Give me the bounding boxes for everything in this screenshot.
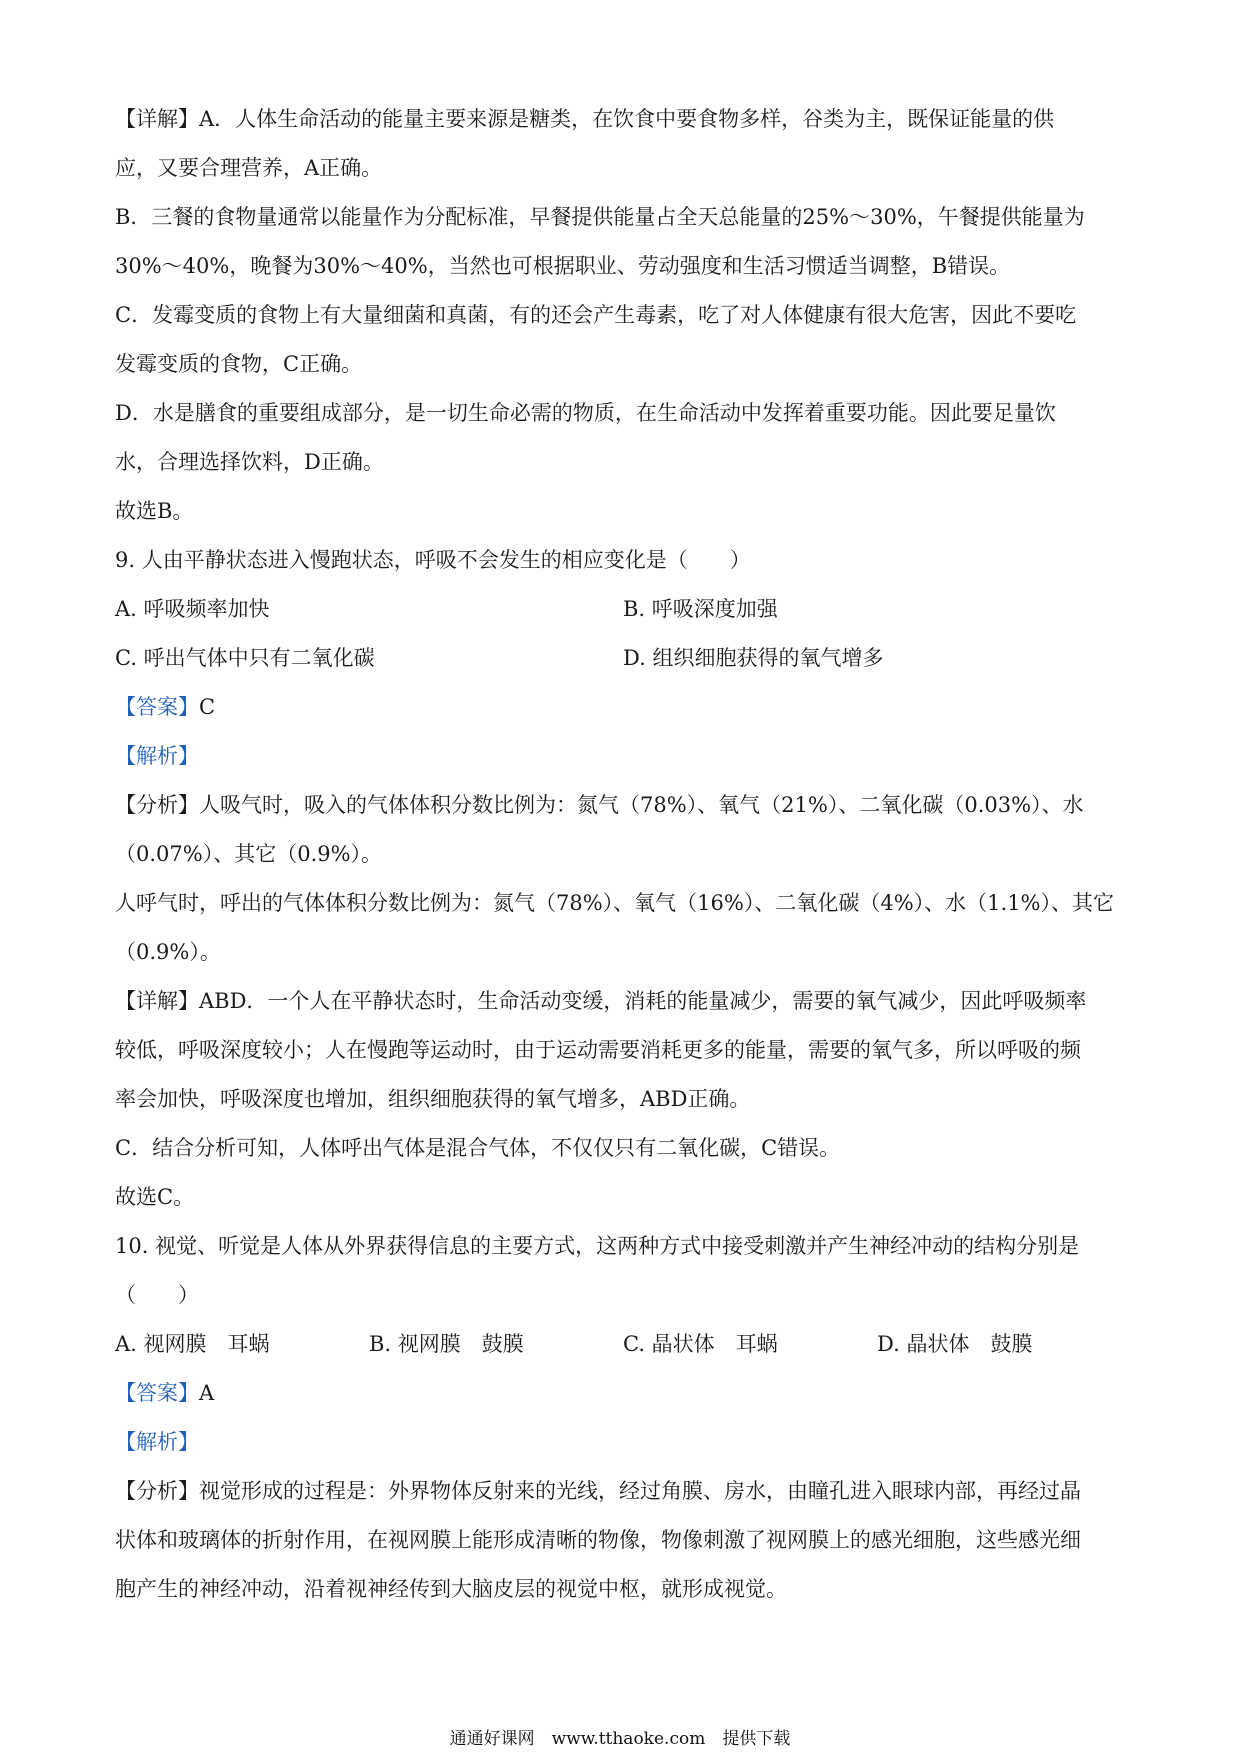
q9-detail-line-4: C．结合分析可知，人体呼出气体是混合气体，不仅仅只有二氧化碳，C错误。	[115, 1136, 841, 1160]
q9-detail-line-1	[115, 977, 1125, 1026]
q9-conclusion: 故选C。	[115, 1185, 195, 1209]
q10-fenxi-text: 视觉形成的过程是：外界物体反射来的光线，经过角膜、房水，由瞳孔进入眼球内部，再经过晶	[199, 1479, 1081, 1503]
q10-fenxi-tag: 【分析】	[115, 1479, 199, 1503]
q9-answer	[115, 683, 1125, 732]
q9-analysis-heading	[115, 732, 1125, 781]
q9-detail-text: ABD．一个人在平静状态时，生命活动变缓，消耗的能量减少，需要的氧气减少，因此呼吸频率	[199, 989, 1087, 1013]
q8-conclusion: 故选B。	[115, 499, 194, 523]
q9-fenxi-line-1	[115, 781, 1125, 830]
q8-detail-line-7: D．水是膳食的重要组成部分，是一切生命必需的物质，在生命活动中发挥着重要功能。因此要足量饮	[115, 401, 1056, 425]
q9-option-a: A. 呼吸频率加快	[115, 597, 270, 621]
q10-options-row	[115, 1320, 1125, 1369]
q10-analysis-heading	[115, 1418, 1125, 1467]
q9-answer-tag: 【答案】	[115, 695, 199, 719]
q8-detail-tag: 【详解】	[115, 107, 199, 131]
q9-fenxi-line-4: （0.9%）。	[115, 940, 221, 964]
q9-detail-line-2: 较低，呼吸深度较小；人在慢跑等运动时，由于运动需要消耗更多的能量，需要的氧气多，所以呼吸的频	[115, 1038, 1081, 1062]
q8-detail-line-1	[115, 95, 1125, 144]
q9-fenxi-line-3: 人呼气时，呼出的气体体积分数比例为：氮气（78%）、氧气（16%）、二氧化碳（4%）、水（1.1%）、其它	[115, 891, 1115, 915]
q10-stem-line-1: 10. 视觉、听觉是人体从外界获得信息的主要方式，这两种方式中接受刺激并产生神经冲动的结构分别是	[115, 1234, 1080, 1258]
q10-analysis-tag: 【解析】	[115, 1430, 199, 1454]
q9-detail-tag: 【详解】	[115, 989, 199, 1013]
q10-option-a: A. 视网膜 耳蜗	[115, 1332, 270, 1356]
q9-option-c: C. 呼出气体中只有二氧化碳	[115, 646, 375, 670]
q10-answer-value: A	[199, 1381, 215, 1405]
q9-options-row-2	[115, 634, 1125, 683]
q9-option-b: B. 呼吸深度加强	[623, 597, 778, 621]
q9-options-row-1	[115, 585, 1125, 634]
page-footer: 通通好课网 www.tthaoke.com 提供下载	[449, 1729, 791, 1749]
q8-detail-text: A．人体生命活动的能量主要来源是糖类，在饮食中要食物多样，谷类为主，既保证能量的供	[199, 107, 1055, 131]
q10-fenxi-line-2: 状体和玻璃体的折射作用，在视网膜上能形成清晰的物像，物像刺激了视网膜上的感光细胞，这些感光细	[115, 1528, 1081, 1552]
q8-detail-line-5: C．发霉变质的食物上有大量细菌和真菌，有的还会产生毒素，吃了对人体健康有很大危害，因此不要吃	[115, 303, 1077, 327]
q9-detail-line-3: 率会加快，呼吸深度也增加，组织细胞获得的氧气增多，ABD正确。	[115, 1087, 751, 1111]
q8-detail-line-4: 30%～40%，晚餐为30%～40%，当然也可根据职业、劳动强度和生活习惯适当调整，B错误。	[115, 254, 1011, 278]
q8-detail-line-3: B．三餐的食物量通常以能量作为分配标准，早餐提供能量占全天总能量的25%～30%，午餐提供能量为	[115, 205, 1085, 229]
q9-analysis-tag: 【解析】	[115, 744, 199, 768]
document-content	[115, 95, 1125, 1614]
q10-answer-tag: 【答案】	[115, 1381, 199, 1405]
q10-fenxi-line-3: 胞产生的神经冲动，沿着视神经传到大脑皮层的视觉中枢，就形成视觉。	[115, 1577, 787, 1601]
q10-fenxi-line-1	[115, 1467, 1125, 1516]
q9-option-d: D. 组织细胞获得的氧气增多	[623, 646, 884, 670]
q9-fenxi-tag: 【分析】	[115, 793, 199, 817]
q10-stem-line-2: （ ）	[115, 1283, 199, 1307]
q9-stem: 9. 人由平静状态进入慢跑状态，呼吸不会发生的相应变化是（ ）	[115, 548, 751, 572]
q9-fenxi-line-2: （0.07%）、其它（0.9%）。	[115, 842, 383, 866]
q10-option-d: D. 晶状体 鼓膜	[877, 1332, 1033, 1356]
q9-fenxi-text: 人吸气时，吸入的气体体积分数比例为：氮气（78%）、氧气（21%）、二氧化碳（0.03%）、水	[199, 793, 1084, 817]
q9-answer-value: C	[199, 695, 216, 719]
q10-option-b: B. 视网膜 鼓膜	[369, 1332, 524, 1356]
q8-detail-line-6: 发霉变质的食物，C正确。	[115, 352, 363, 376]
q8-detail-line-8: 水，合理选择饮料，D正确。	[115, 450, 384, 474]
q10-option-c: C. 晶状体 耳蜗	[623, 1332, 778, 1356]
q10-answer	[115, 1369, 1125, 1418]
q8-detail-line-2: 应，又要合理营养，A正确。	[115, 156, 383, 180]
